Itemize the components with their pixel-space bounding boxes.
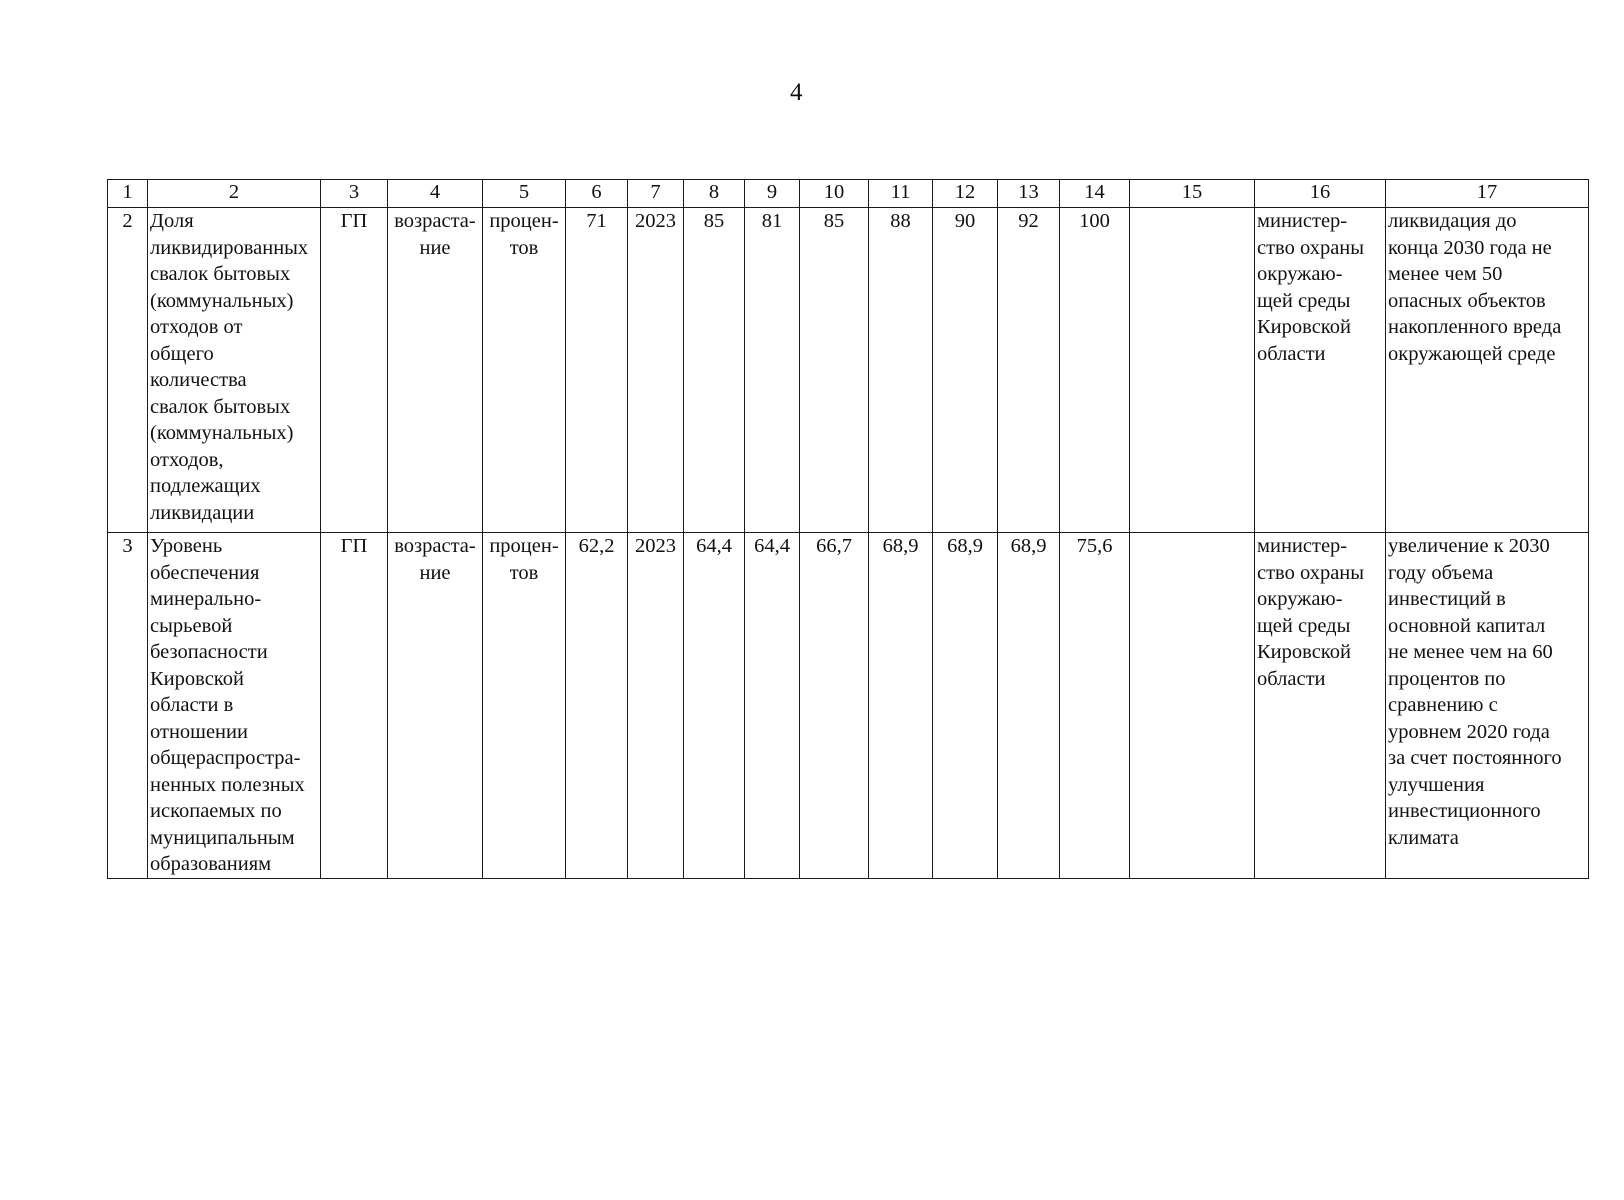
header-cell: 4	[388, 180, 483, 208]
trend: возраста- ние	[388, 208, 483, 533]
base-year: 2023	[628, 208, 684, 533]
responsible: министер- ство охраны окружаю- щей среды Кировской области	[1255, 533, 1386, 879]
year-value: 85	[800, 208, 869, 533]
year-value: 85	[684, 208, 745, 533]
year-value: 88	[869, 208, 933, 533]
indicator-name: Доля ликвидированных свалок бытовых (коммунальных) отходов от общего количества свалок бытовых (коммунальных) отходов, подлежащих ликвидации	[148, 208, 321, 533]
indicator-type: ГП	[321, 208, 388, 533]
year-value: 81	[745, 208, 800, 533]
indicators-table	[107, 179, 1589, 879]
page-number: 4	[790, 79, 803, 106]
header-cell: 7	[628, 180, 684, 208]
header-cell: 5	[483, 180, 566, 208]
year-value: 100	[1060, 208, 1130, 533]
year-value: 92	[998, 208, 1060, 533]
unit: процен- тов	[483, 208, 566, 533]
base-value: 71	[566, 208, 628, 533]
base-year: 2023	[628, 533, 684, 879]
trend: возраста- ние	[388, 533, 483, 879]
header-cell: 8	[684, 180, 745, 208]
column-15-cell	[1130, 208, 1255, 533]
national-goal-link: ликвидация до конца 2030 года не менее чем 50 опасных объектов накопленного вреда окружающей среде	[1386, 208, 1589, 533]
national-goal-link: увеличение к 2030 году объема инвестиций в основной капитал не менее чем на 60 процентов по сравнению с уровнем 2020 года за счет постоянного улучшения инвестиционного климата	[1386, 533, 1589, 879]
responsible: министер- ство охраны окружаю- щей среды Кировской области	[1255, 208, 1386, 533]
header-cell: 1	[108, 180, 148, 208]
year-value: 68,9	[933, 533, 998, 879]
header-cell: 2	[148, 180, 321, 208]
indicator-name: Уровень обеспечения минерально- сырьевой безопасности Кировской области в отношении общераспростра- ненных полезных ископаемых по муниципальным образованиям	[148, 533, 321, 879]
row-number: 2	[108, 208, 148, 533]
indicator-type: ГП	[321, 533, 388, 879]
table-row	[108, 208, 1589, 533]
year-value: 66,7	[800, 533, 869, 879]
year-value: 64,4	[684, 533, 745, 879]
year-value: 68,9	[869, 533, 933, 879]
year-value: 64,4	[745, 533, 800, 879]
column-number-row	[108, 180, 1589, 208]
header-cell: 13	[998, 180, 1060, 208]
header-cell: 17	[1386, 180, 1589, 208]
unit: процен- тов	[483, 533, 566, 879]
column-15-cell	[1130, 533, 1255, 879]
table-row	[108, 533, 1589, 879]
base-value: 62,2	[566, 533, 628, 879]
header-cell: 6	[566, 180, 628, 208]
header-cell: 12	[933, 180, 998, 208]
row-number: 3	[108, 533, 148, 879]
header-cell: 3	[321, 180, 388, 208]
header-cell: 9	[745, 180, 800, 208]
year-value: 68,9	[998, 533, 1060, 879]
year-value: 90	[933, 208, 998, 533]
header-cell: 16	[1255, 180, 1386, 208]
header-cell: 14	[1060, 180, 1130, 208]
year-value: 75,6	[1060, 533, 1130, 879]
header-cell: 11	[869, 180, 933, 208]
header-cell: 10	[800, 180, 869, 208]
header-cell: 15	[1130, 180, 1255, 208]
